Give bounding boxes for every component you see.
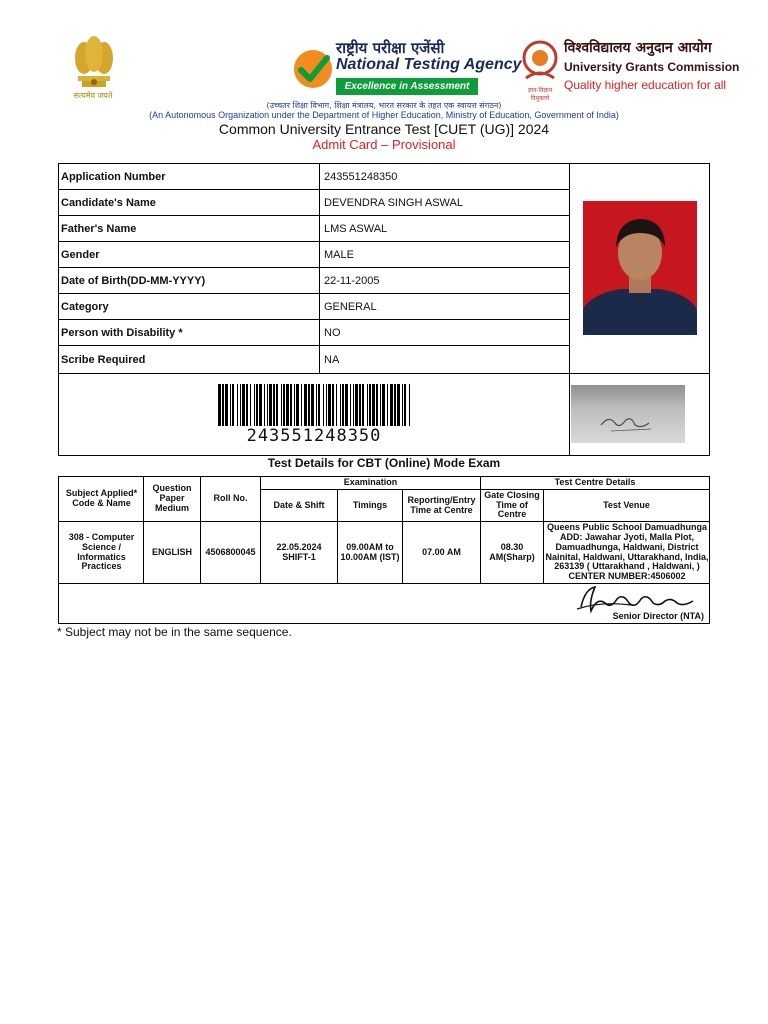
nta-logo: [292, 38, 522, 100]
barcode-image: [218, 384, 410, 426]
ugc-hindi-name: विश्वविद्यालय अनुदान आयोग: [564, 40, 712, 56]
divider: [143, 477, 144, 583]
test-details-title: Test Details for CBT (Online) Mode Exam: [267, 456, 501, 470]
table-row: [59, 346, 569, 373]
national-emblem-logo: [58, 36, 128, 98]
table-row: [59, 242, 569, 268]
nta-english-name: National Testing Agency: [336, 56, 522, 73]
header-venue: Test Venue: [603, 499, 650, 510]
nta-hindi-name: राष्ट्रीय परीक्षा एजेंसी: [336, 39, 445, 57]
cell-date-shift: 22.05.2024 SHIFT-1: [276, 541, 322, 562]
table-row: [59, 190, 569, 216]
cell-venue: Queens Public School Damuadhunga ADD: Jawahar Jyoti, Malla Plot, Damuadhunga, Haldwani, District Nainital, Haldwani, Uttarakhand, India, 263139 ( Uttarakhand , Haldwani, ) CENTER NUMBER:4506002: [545, 521, 709, 582]
field-value: NO: [324, 326, 341, 339]
divider: [200, 477, 201, 583]
cell-subject: 308 - Computer Science / Informatics Practices: [68, 531, 135, 572]
ugc-logo: [520, 38, 740, 102]
cell-gate-closing: 08.30 AM(Sharp): [489, 541, 535, 562]
table-row: [59, 164, 569, 190]
field-value: NA: [324, 353, 340, 366]
field-label: Category: [59, 294, 320, 319]
field-value: 243551248350: [324, 170, 398, 183]
barcode-number: 243551248350: [246, 426, 382, 446]
field-value: GENERAL: [324, 300, 377, 313]
cell-medium: ENGLISH: [151, 546, 192, 557]
header-timings: Timings: [352, 499, 388, 510]
ugc-tagline: Quality higher education for all: [564, 78, 727, 92]
table-row: [59, 216, 569, 242]
field-label: Father's Name: [59, 216, 320, 241]
footnote: * Subject may not be in the same sequence.: [57, 625, 292, 639]
header-subject: Subject Applied* Code & Name: [65, 488, 138, 508]
cell-reporting: 07.00 AM: [422, 546, 461, 557]
header: [0, 30, 768, 100]
field-label: Scribe Required: [59, 346, 320, 373]
table-row: [59, 294, 569, 320]
header-examination: Examination: [343, 477, 398, 488]
field-label: Application Number: [59, 164, 320, 189]
table-row: [59, 320, 569, 346]
ugc-motto: ज्ञान-विज्ञान विमुक्तये: [527, 88, 553, 102]
table-row: [59, 268, 569, 294]
header-date-shift: Date & Shift: [273, 499, 325, 510]
cell-timings: 09.00AM to 10.00AM (IST): [340, 541, 400, 562]
field-label: Date of Birth(DD-MM-YYYY): [59, 268, 320, 293]
page-title: Common University Entrance Test [CUET (UG)] 2024: [218, 121, 550, 137]
subheading-hindi: (उच्चतर शिक्षा विभाग, शिक्षा मंत्रालय, भारत सरकार के तहत एक स्वायत्त संगठन): [266, 101, 502, 110]
field-label: Person with Disability *: [59, 320, 320, 345]
exam-details-table: [58, 476, 710, 624]
divider: [59, 373, 710, 374]
divider: [569, 374, 570, 456]
field-value: 22-11-2005: [324, 274, 380, 287]
signatory-title: Senior Director (NTA): [612, 611, 704, 621]
header-medium: Question Paper Medium: [152, 483, 192, 513]
field-value: MALE: [324, 248, 354, 261]
nta-check-icon: [292, 48, 334, 90]
ugc-english-name: University Grants Commission: [564, 60, 740, 74]
field-label: Gender: [59, 242, 320, 267]
header-roll: Roll No.: [213, 493, 248, 504]
header-gate-closing: Gate Closing Time of Centre: [484, 489, 540, 520]
field-label: Candidate's Name: [59, 190, 320, 215]
candidate-photo: [583, 201, 697, 335]
page-subtitle: Admit Card – Provisional: [312, 137, 456, 152]
cell-roll: 4506800045: [205, 546, 256, 557]
emblem-motto: सत्यमेव जयते: [73, 91, 113, 100]
candidate-signature-image: [571, 385, 685, 443]
nta-tagline: Excellence in Assessment: [336, 78, 478, 95]
subheading-english: (An Autonomous Organization under the Department of Higher Education, Ministry of Education, Government of India): [149, 110, 619, 120]
header-centre-details: Test Centre Details: [554, 477, 636, 488]
divider: [569, 164, 570, 374]
field-value: LMS ASWAL: [324, 222, 388, 235]
candidate-details-table: [58, 163, 710, 456]
field-value: DEVENDRA SINGH ASWAL: [324, 196, 463, 209]
header-reporting: Reporting/Entry Time at Centre: [407, 494, 476, 515]
